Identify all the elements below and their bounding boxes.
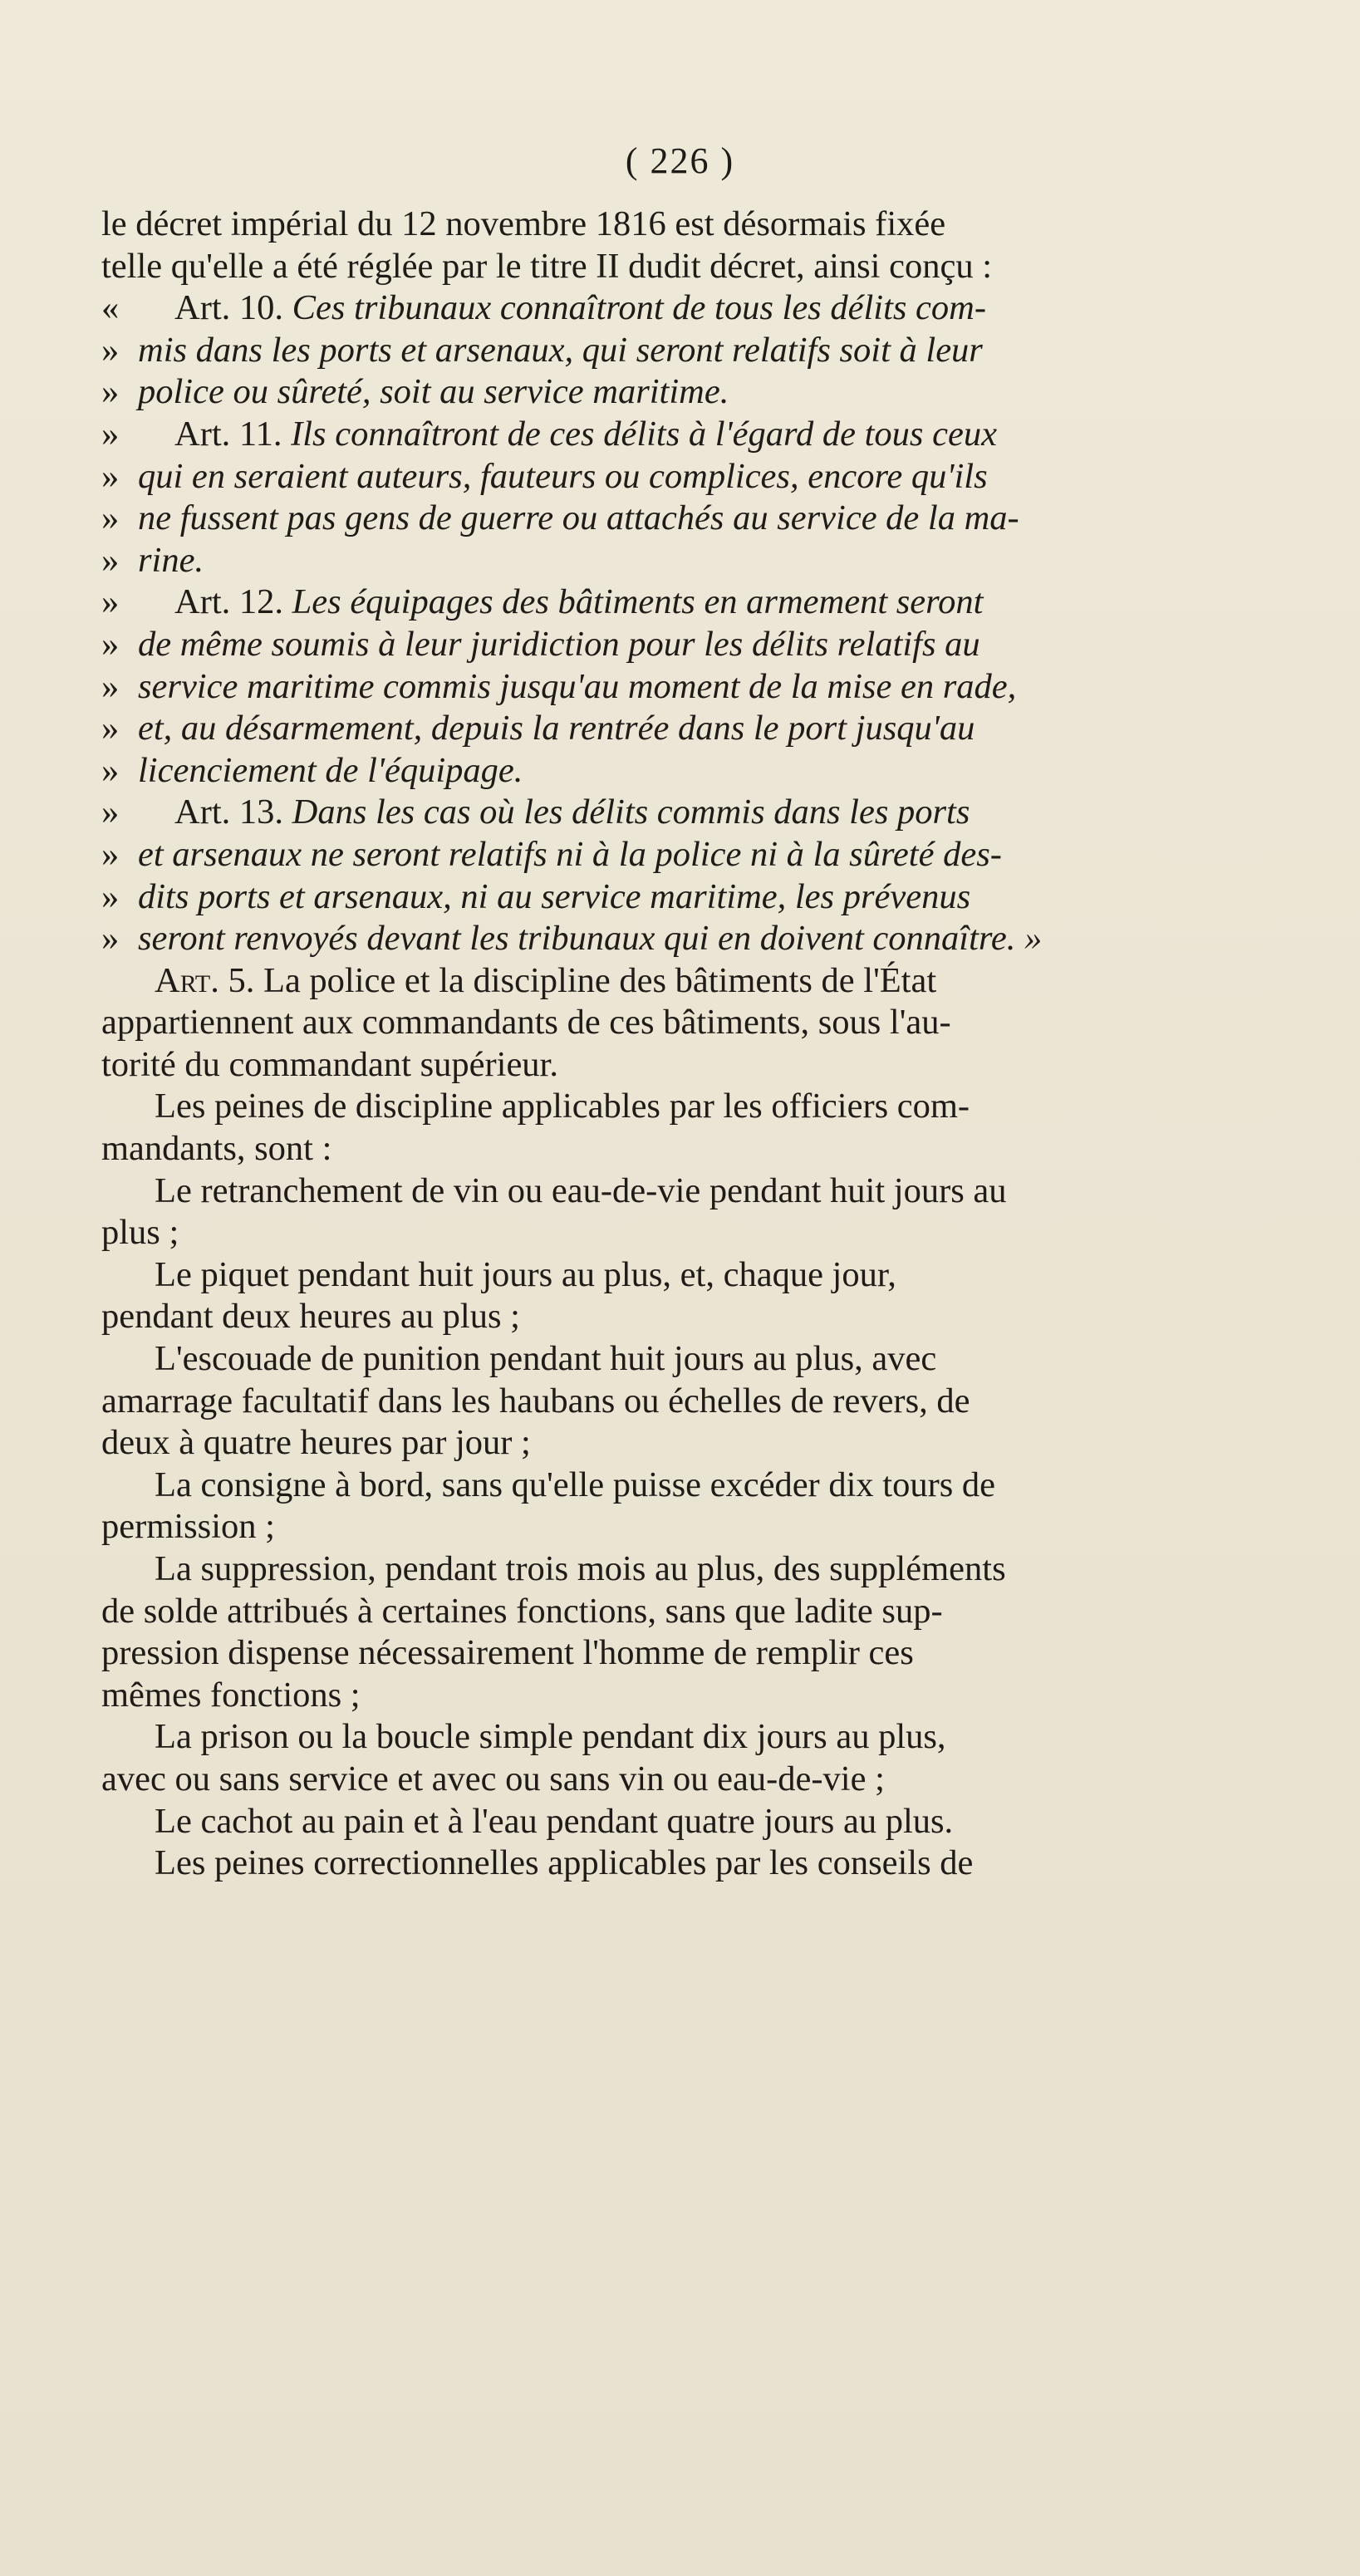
line-text: service maritime commis jusqu'au moment de la mise en rade,: [138, 666, 1017, 706]
quote-mark: »: [101, 498, 120, 538]
line-text: pression dispense nécessairement l'homme de remplir ces: [101, 1633, 914, 1673]
text-line: [101, 246, 1356, 288]
text-line: [101, 204, 1356, 246]
line-text: deux à quatre heures par jour ;: [101, 1423, 531, 1463]
quote-mark: »: [101, 540, 120, 580]
quote-mark: »: [101, 919, 120, 959]
line-text: ne fussent pas gens de guerre ou attachés au service de la ma-: [138, 498, 1019, 538]
text-line: [101, 1212, 1356, 1254]
text-line: [101, 1506, 1356, 1548]
article-number: Art. 11.: [174, 414, 292, 454]
line-text: seront renvoyés devant les tribunaux qui en doivent connaître. »: [138, 919, 1043, 959]
quote-mark: »: [101, 750, 120, 790]
line-text: et arsenaux ne seront relatifs ni à la police ni à la sûreté des-: [138, 834, 1002, 874]
quote-mark: »: [101, 330, 120, 370]
line-text: La police et la discipline des bâtiments de l'État: [263, 960, 937, 1000]
line-text: appartiennent aux commandants de ces bâtiments, sous l'au-: [101, 1003, 951, 1043]
article-number: Art. 13.: [174, 792, 292, 832]
text-line: [101, 1254, 1356, 1297]
line-text: dits ports et arsenaux, ni au service maritime, les prévenus: [138, 876, 971, 916]
text-line: [101, 1842, 1356, 1885]
line-text: Le cachot au pain et à l'eau pendant quatre jours au plus.: [155, 1801, 954, 1841]
line-text: Les équipages des bâtiments en armement seront: [292, 582, 984, 622]
line-text: mis dans les ports et arsenaux, qui seront relatifs soit à leur: [138, 330, 983, 370]
text-line: [101, 1338, 1356, 1381]
line-text: Ces tribunaux connaîtront de tous les délits com-: [292, 288, 987, 328]
line-text: permission ;: [101, 1507, 275, 1547]
text-line: [101, 1716, 1356, 1759]
quote-mark: «: [101, 288, 120, 328]
text-line: [101, 1381, 1356, 1423]
line-text: amarrage facultatif dans les haubans ou échelles de revers, de: [101, 1381, 970, 1420]
line-text: avec ou sans service et avec ou sans vin ou eau-de-vie ;: [101, 1759, 885, 1798]
quote-mark: »: [101, 709, 120, 748]
line-text: rine.: [138, 540, 204, 580]
line-text: Les peines de discipline applicables par les officiers com-: [155, 1087, 970, 1126]
quote-mark: »: [101, 414, 120, 454]
text-line: [101, 876, 1356, 919]
text-line: [101, 1632, 1356, 1675]
quote-mark: »: [101, 792, 120, 832]
quote-mark: »: [101, 624, 120, 664]
text-line: [101, 792, 1356, 834]
line-text: La suppression, pendant trois mois au plus, des suppléments: [155, 1549, 1006, 1588]
text-line: [101, 1591, 1356, 1633]
text-line: [101, 581, 1356, 624]
body-text: [101, 204, 1356, 1885]
page-number: ( 226 ): [625, 140, 735, 181]
line-text: La consigne à bord, sans qu'elle puisse excéder dix tours de: [155, 1465, 996, 1504]
text-line: [101, 1296, 1356, 1338]
line-text: mandants, sont :: [101, 1129, 332, 1169]
line-text: La prison ou la boucle simple pendant dix jours au plus,: [155, 1717, 946, 1757]
line-text: mêmes fonctions ;: [101, 1675, 361, 1715]
line-text: pendant deux heures au plus ;: [101, 1297, 520, 1337]
line-text: torité du commandant supérieur.: [101, 1044, 558, 1084]
text-line: [101, 1128, 1356, 1170]
text-line: [101, 960, 1356, 1003]
text-line: [101, 540, 1356, 582]
line-text: et, au désarmement, depuis la rentrée dans le port jusqu'au: [138, 709, 975, 748]
text-line: [101, 708, 1356, 750]
text-line: [101, 666, 1356, 709]
line-text: telle qu'elle a été réglée par le titre II dudit décret, ainsi conçu :: [101, 246, 993, 286]
text-line: [101, 1675, 1356, 1717]
text-line: [101, 624, 1356, 666]
line-text: Les peines correctionnelles applicables par les conseils de: [155, 1843, 974, 1883]
text-line: [101, 1044, 1356, 1087]
line-text: de solde attribués à certaines fonctions, sans que ladite sup-: [101, 1591, 943, 1631]
text-line: [101, 834, 1356, 876]
quote-mark: »: [101, 876, 120, 916]
text-line: [101, 1548, 1356, 1591]
text-line: [101, 1170, 1356, 1213]
quote-mark: »: [101, 666, 120, 706]
quote-mark: »: [101, 372, 120, 412]
text-line: [101, 330, 1356, 372]
line-text: plus ;: [101, 1213, 179, 1253]
quote-mark: »: [101, 582, 120, 622]
line-text: police ou sûreté, soit au service maritime.: [138, 372, 729, 412]
text-line: [101, 1465, 1356, 1507]
line-text: le décret impérial du 12 novembre 1816 est désormais fixée: [101, 204, 946, 243]
text-line: [101, 750, 1356, 792]
text-line: [101, 498, 1356, 540]
line-text: de même soumis à leur juridiction pour les délits relatifs au: [138, 624, 980, 664]
article-number: Art. 5.: [155, 960, 263, 1000]
text-line: [101, 1801, 1356, 1843]
line-text: Ils connaîtront de ces délits à l'égard de tous ceux: [291, 414, 997, 454]
text-line: [101, 456, 1356, 498]
line-text: L'escouade de punition pendant huit jours au plus, avec: [155, 1339, 937, 1379]
text-line: [101, 1002, 1356, 1044]
text-line: [101, 1422, 1356, 1465]
text-line: [101, 371, 1356, 414]
line-text: Le piquet pendant huit jours au plus, et, chaque jour,: [155, 1254, 896, 1294]
text-line: [101, 918, 1356, 960]
quote-mark: »: [101, 834, 120, 874]
line-text: licenciement de l'équipage.: [138, 750, 523, 790]
line-text: Dans les cas où les délits commis dans les ports: [292, 792, 970, 832]
line-text: qui en seraient auteurs, fauteurs ou complices, encore qu'ils: [138, 456, 988, 496]
text-line: [101, 287, 1356, 330]
text-line: [101, 1086, 1356, 1128]
text-line: [101, 1759, 1356, 1801]
article-number: Art. 10.: [174, 288, 292, 328]
article-number: Art. 12.: [174, 582, 292, 622]
line-text: Le retranchement de vin ou eau-de-vie pendant huit jours au: [155, 1170, 1007, 1210]
text-line: [101, 414, 1356, 456]
quote-mark: »: [101, 456, 120, 496]
